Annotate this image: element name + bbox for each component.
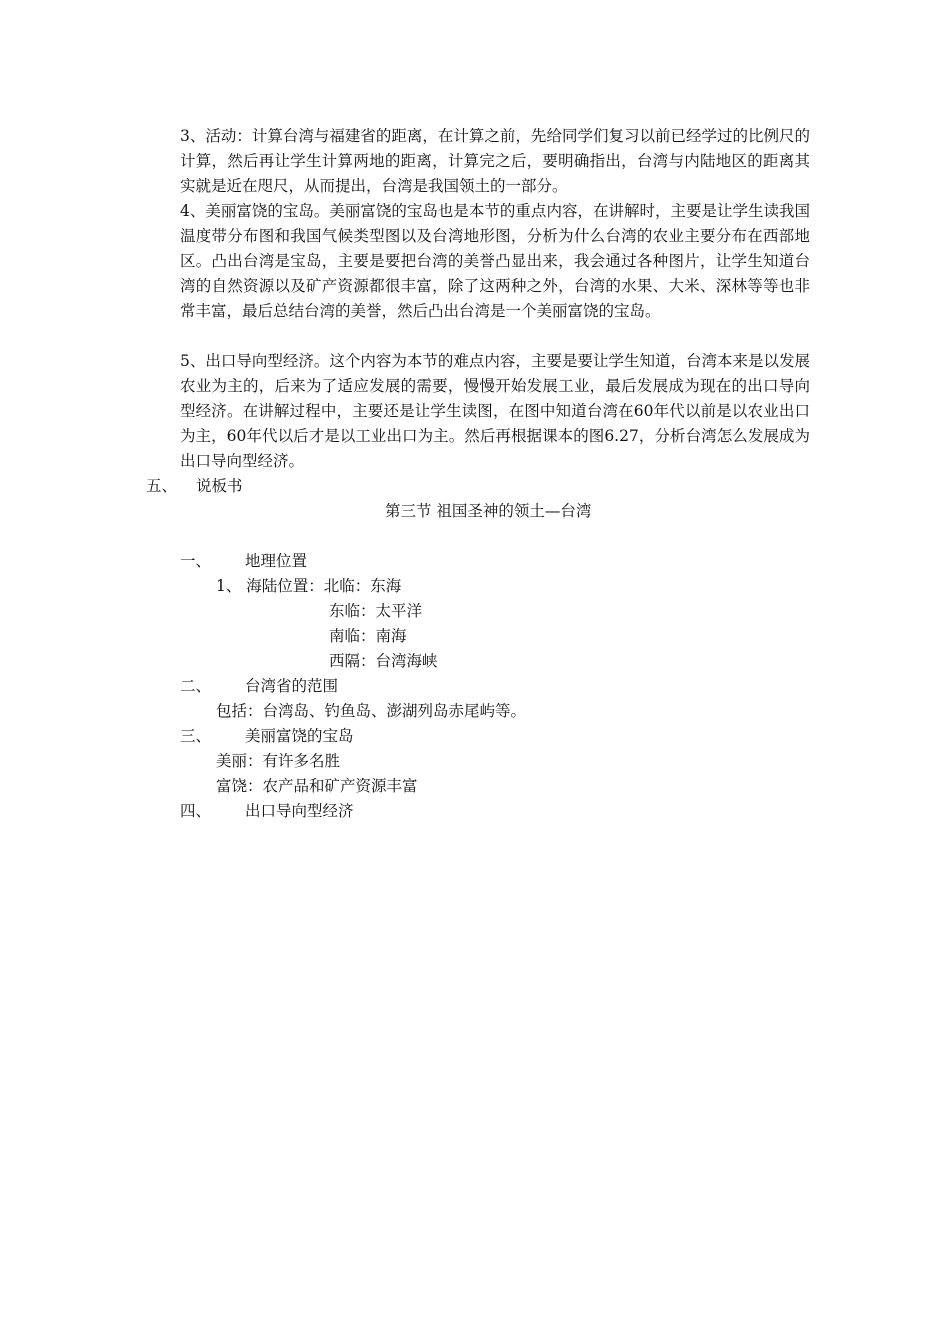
sea-position-north: 1、 海陆位置：北临：东海 [216,577,402,595]
paragraph-treasure-island: 4、美丽富饶的宝岛。美丽富饶的宝岛也是本节的重点内容，在讲解时，主要是让学生读我国温度带分布图和我国气候类型图以及台湾地形图，分析为什么台湾的农业主要分布在西部地区。凸出台湾是宝岛，主要是要把台湾的美誉凸显出来，我会通过各种图片，让学生知道台湾的自然资源以及矿产资源都很丰富，除了这两种之外，台湾的水果、大米、深林等等也非常丰富，最后总结台湾的美誉，然后凸出台湾是一个美丽富饶的宝岛。 [180,202,810,320]
heading-text: 美丽富饶的宝岛 [245,727,354,745]
section-heading-board [146,474,242,499]
section-number: 五、 [146,477,178,495]
board-title: 第三节 祖国圣神的领土—台湾 [385,502,592,520]
paragraph-activity: 3、活动：计算台湾与福建省的距离，在计算之前，先给同学们复习以前已经学过的比例尺的计算，然后再让学生计算两地的距离，计算完之后，要明确指出，台湾与内陆地区的距离其实就是近在咫尺，从而提出，台湾是我国领土的一部分。 [180,127,810,195]
board-heading-2 [180,674,339,699]
heading-number: 一、 [180,552,212,570]
beauty-line: 美丽：有许多名胜 [216,752,341,770]
sea-position-west: 西隔：台湾海峡 [329,652,438,670]
heading-number: 三、 [180,727,212,745]
heading-text: 台湾省的范围 [245,677,339,695]
heading-text: 地理位置 [245,552,308,570]
sea-position-east: 东临：太平洋 [329,602,423,620]
range-line: 包括：台湾岛、钓鱼岛、澎湖列岛赤尾屿等。 [216,702,527,720]
board-heading-1 [180,549,308,574]
paragraph-export-economy: 5、出口导向型经济。这个内容为本节的难点内容，主要是要让学生知道，台湾本来是以发展农业为主的，后来为了适应发展的需要，慢慢开始发展工业，最后发展成为现在的出口导向型经济。在讲解过程中，主要还是让学生读图，在图中知道台湾在60年代以前是以农业出口为主，60年代以后才是以工业出口为主。然后再根据课本的图6.27，分析台湾怎么发展成为出口导向型经济。 [180,352,810,470]
heading-number: 二、 [180,677,212,695]
board-heading-3 [180,724,354,749]
heading-number: 四、 [180,802,212,820]
rich-line: 富饶：农产品和矿产资源丰富 [216,777,418,795]
section-title: 说板书 [195,477,243,495]
board-heading-4 [180,799,354,824]
sea-position-south: 南临：南海 [329,627,407,645]
heading-text: 出口导向型经济 [245,802,354,820]
